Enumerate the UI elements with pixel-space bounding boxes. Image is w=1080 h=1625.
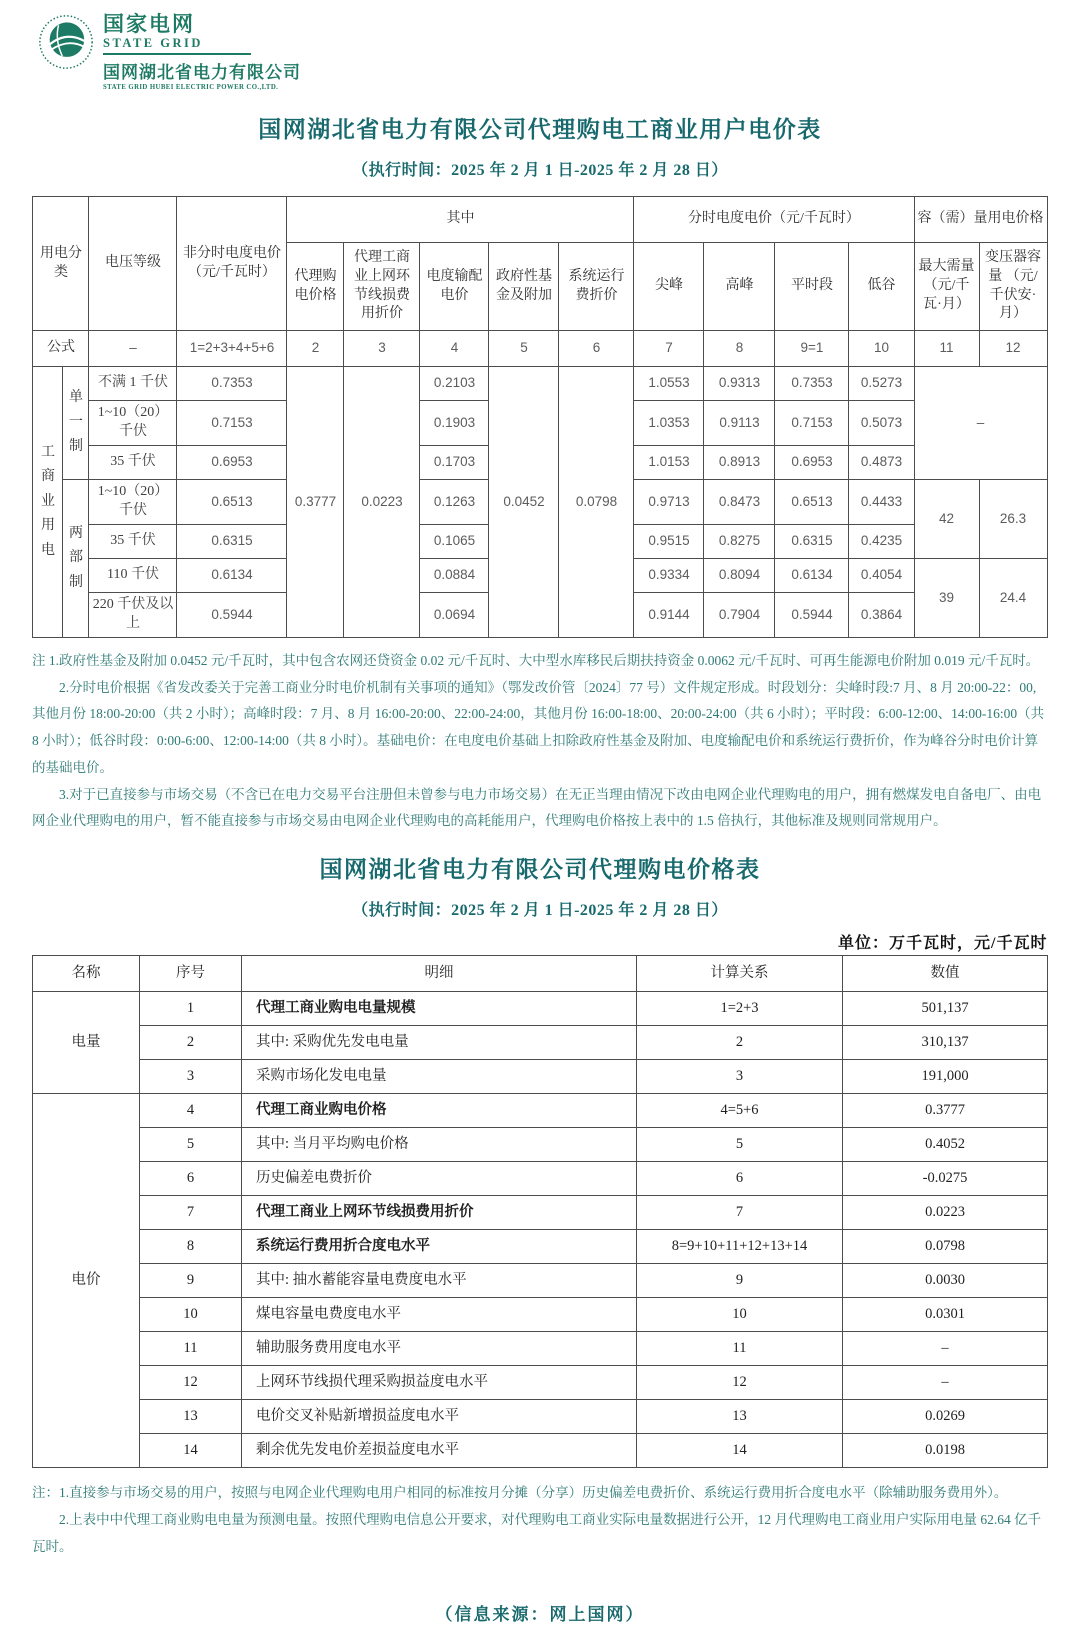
formula-c7: 7: [634, 331, 704, 367]
sharp-r1: 1.0353: [634, 401, 704, 446]
company-name-cn: 国网湖北省电力有限公司: [103, 63, 301, 83]
capacity-none: –: [914, 367, 1047, 480]
transmission-r3: 0.1263: [420, 480, 489, 525]
peak-r3: 0.8473: [704, 480, 775, 525]
t2-val-3: 0.3777: [843, 1094, 1048, 1128]
t2-detail-10: 辅助服务费用度电水平: [242, 1332, 637, 1366]
t2-detail-1: 其中: 采购优先发电电量: [242, 1026, 637, 1060]
peak-r2: 0.8913: [704, 446, 775, 480]
peak-r4: 0.8275: [704, 525, 775, 559]
formula-c12: 12: [979, 331, 1047, 367]
voltage-r5: 110 千伏: [89, 559, 177, 593]
t2-rel-8: 9: [637, 1264, 843, 1298]
t2-detail-2: 采购市场化发电电量: [242, 1060, 637, 1094]
t2-no-3: 4: [140, 1094, 242, 1128]
header-among: 其中: [287, 197, 634, 243]
formula-c11: 11: [914, 331, 979, 367]
header-loss-fee: 代理工商业上网环节线损费用折价: [344, 243, 420, 331]
sharp-r5: 0.9334: [634, 559, 704, 593]
t2-no-5: 6: [140, 1162, 242, 1196]
t2-val-2: 191,000: [843, 1060, 1048, 1094]
transmission-r2: 0.1703: [420, 446, 489, 480]
t2-rel-12: 13: [637, 1400, 843, 1434]
logo-text-block: [103, 14, 301, 91]
voltage-r4: 35 千伏: [89, 525, 177, 559]
t2-val-7: 0.0798: [843, 1230, 1048, 1264]
loss-fee-shared: 0.0223: [344, 367, 420, 638]
t2-rel-0: 1=2+3: [637, 992, 843, 1026]
formula-c8: 8: [704, 331, 775, 367]
flatp-r5: 0.6134: [775, 559, 849, 593]
transmission-r4: 0.1065: [420, 525, 489, 559]
valley-r3: 0.4433: [849, 480, 914, 525]
t2-detail-4: 其中: 当月平均购电价格: [242, 1128, 637, 1162]
commercial-user-price-table: [32, 196, 1047, 638]
t2-detail-9: 煤电容量电费度电水平: [242, 1298, 637, 1332]
valley-r2: 0.4873: [849, 446, 914, 480]
t2-no-2: 3: [140, 1060, 242, 1094]
agent-price-shared: 0.3777: [287, 367, 344, 638]
capacity-demand-a: 42: [914, 480, 979, 559]
t2-val-8: 0.0030: [843, 1264, 1048, 1298]
valley-r6: 0.3864: [849, 593, 914, 638]
t2-detail-7: 系统运行费用折合度电水平: [242, 1230, 637, 1264]
t2-val-13: 0.0198: [843, 1434, 1048, 1468]
voltage-r1: 1~10（20）千伏: [89, 401, 177, 446]
capacity-transformer-b: 24.4: [979, 559, 1047, 638]
brand-name-en: STATE GRID: [103, 36, 251, 55]
t2-rel-9: 10: [637, 1298, 843, 1332]
t2-no-1: 2: [140, 1026, 242, 1060]
formula-c9: 9=1: [775, 331, 849, 367]
t2-detail-11: 上网环节线损代理采购损益度电水平: [242, 1366, 637, 1400]
header-category: 用电分类: [33, 197, 89, 331]
header-valley: 低谷: [849, 243, 914, 331]
t2-val-5: -0.0275: [843, 1162, 1048, 1196]
table2-notes: [32, 1480, 1048, 1560]
t2-detail-3: 代理工商业购电价格: [242, 1094, 637, 1128]
table1-note-2: 2.分时电价根据《省发改委关于完善工商业分时电价机制有关事项的通知》（鄂发改价管〔2024〕77 号）文件规定形成。时段划分：尖峰时段:7 月、8 月 20:00-22：00, 其他月份 18:00-20:00（共 2 小时）；高峰时段：7 月、8 月 16:00-20:00、22:00-24:00，其他月份 16:00-18:00、20:00-24:00（共 6 小时）；平时段：6:00-12:00、14:00-16:00（共 8 小时）；低谷时段：0:00-6:00、12:00-14:00（共 8 小时）。基础电价：在电度电价基础上扣除政府性基金及附加、电度输配电价和系统运行费折价，作为峰谷分时电价计算的基础电价。: [32, 679, 1045, 775]
header-voltage: 电压等级: [89, 197, 177, 331]
flat-r6: 0.5944: [177, 593, 287, 638]
t2-val-10: –: [843, 1332, 1048, 1366]
valley-r5: 0.4054: [849, 559, 914, 593]
t2-no-9: 10: [140, 1298, 242, 1332]
table1-notes: [32, 648, 1048, 835]
unit-line: 单位：万千瓦时，元/千瓦时: [838, 935, 1048, 953]
info-source: （信息来源：网上国网）: [435, 1605, 645, 1625]
t2-val-11: –: [843, 1366, 1048, 1400]
t2-detail-13: 剩余优先发电价差损益度电水平: [242, 1434, 637, 1468]
table2-period: （执行时间：2025 年 2 月 1 日-2025 年 2 月 28 日）: [352, 902, 728, 920]
t2-no-0: 1: [140, 992, 242, 1026]
t2-detail-5: 历史偏差电费折价: [242, 1162, 637, 1196]
transmission-r5: 0.0884: [420, 559, 489, 593]
agent-purchase-price-table: [32, 955, 1048, 1468]
flat-r3: 0.6513: [177, 480, 287, 525]
t2-no-13: 14: [140, 1434, 242, 1468]
table2-note-1: 注：1.直接参与市场交易的用户，按照与电网企业代理购电用户相同的标准按月分摊（分享）历史偏差电费折价、系统运行费用折合度电水平（除辅助服务费用外）。: [32, 1485, 1008, 1501]
sharp-r0: 1.0553: [634, 367, 704, 401]
t2-val-4: 0.4052: [843, 1128, 1048, 1162]
state-grid-globe-icon: [38, 14, 94, 70]
header-flat-price: 非分时电度电价 （元/千瓦时）: [177, 197, 287, 331]
transmission-r1: 0.1903: [420, 401, 489, 446]
t2-val-12: 0.0269: [843, 1400, 1048, 1434]
voltage-r0: 不满 1 千伏: [89, 367, 177, 401]
t2-header-name: 名称: [33, 956, 140, 992]
table1-note-3: 3.对于已直接参与市场交易（不含已在电力交易平台注册但未曾参与电力市场交易）在无正当理由情况下改由电网企业代理购电的用户，拥有燃煤发电自备电厂、由电网企业代理购电的用户，暂不能直接参与市场交易由电网企业代理购电的高耗能用户，代理购电价格按上表中的 1.5 倍执行，其他标准及规则同常规用户。: [32, 786, 1042, 829]
formula-c4: 4: [420, 331, 489, 367]
formula-c5: 5: [489, 331, 559, 367]
brand-name-cn: 国家电网: [103, 13, 195, 36]
t2-rel-5: 6: [637, 1162, 843, 1196]
t2-val-6: 0.0223: [843, 1196, 1048, 1230]
table2-note-2: 2.上表中中代理工商业购电电量为预测电量。按照代理购电信息公开要求，对代理购电工商业实际电量数据进行公开，12 月代理购电工商业用户实际用电量 62.64 亿千瓦时。: [32, 1511, 1042, 1554]
flatp-r4: 0.6315: [775, 525, 849, 559]
peak-r1: 0.9113: [704, 401, 775, 446]
t2-rel-6: 7: [637, 1196, 843, 1230]
header-transformer: 变压器容量 （元/千伏安·月）: [979, 243, 1047, 331]
flatp-r0: 0.7353: [775, 367, 849, 401]
header-transmission: 电度输配电价: [420, 243, 489, 331]
t2-detail-12: 电价交叉补贴新增损益度电水平: [242, 1400, 637, 1434]
header-agent-price: 代理购电价格: [287, 243, 344, 331]
capacity-transformer-a: 26.3: [979, 480, 1047, 559]
table1-title: 国网湖北省电力有限公司代理购电工商业用户电价表: [258, 117, 822, 143]
gov-fund-shared: 0.0452: [489, 367, 559, 638]
header-peak: 高峰: [704, 243, 775, 331]
header-tou-group: 分时电度电价（元/千瓦时）: [634, 197, 914, 243]
group-price: 电价: [33, 1094, 140, 1468]
sharp-r2: 1.0153: [634, 446, 704, 480]
t2-rel-13: 14: [637, 1434, 843, 1468]
t2-rel-7: 8=9+10+11+12+13+14: [637, 1230, 843, 1264]
group-energy: 电量: [33, 992, 140, 1094]
header-sharp: 尖峰: [634, 243, 704, 331]
formula-voltage: –: [89, 331, 177, 367]
t2-val-0: 501,137: [843, 992, 1048, 1026]
formula-flat: 1=2+3+4+5+6: [177, 331, 287, 367]
t2-no-8: 9: [140, 1264, 242, 1298]
t2-rel-3: 4=5+6: [637, 1094, 843, 1128]
t2-detail-8: 其中: 抽水蓄能容量电费度电水平: [242, 1264, 637, 1298]
flatp-r3: 0.6513: [775, 480, 849, 525]
header-capacity-group: 容（需）量用电价格: [914, 197, 1047, 243]
category-commercial: 工商业用电: [33, 367, 63, 638]
t2-val-9: 0.0301: [843, 1298, 1048, 1332]
system-two-part: 两部制: [63, 480, 89, 638]
header-flat-period: 平时段: [775, 243, 849, 331]
state-grid-logo: [0, 0, 1080, 91]
t2-no-6: 7: [140, 1196, 242, 1230]
table2-title: 国网湖北省电力有限公司代理购电价格表: [319, 857, 761, 883]
t2-val-1: 310,137: [843, 1026, 1048, 1060]
voltage-r2: 35 千伏: [89, 446, 177, 480]
formula-c10: 10: [849, 331, 914, 367]
table1-period: （执行时间：2025 年 2 月 1 日-2025 年 2 月 28 日）: [352, 162, 728, 180]
valley-r1: 0.5073: [849, 401, 914, 446]
voltage-r3: 1~10（20）千伏: [89, 480, 177, 525]
t2-detail-6: 代理工商业上网环节线损费用折价: [242, 1196, 637, 1230]
system-single: 单一制: [63, 367, 89, 480]
t2-header-relation: 计算关系: [637, 956, 843, 992]
voltage-r6: 220 千伏及以上: [89, 593, 177, 638]
header-sys-fee: 系统运行费折价: [559, 243, 634, 331]
t2-header-value: 数值: [843, 956, 1048, 992]
valley-r0: 0.5273: [849, 367, 914, 401]
header-max-demand: 最大需量 （元/千瓦·月）: [914, 243, 979, 331]
formula-c3: 3: [344, 331, 420, 367]
valley-r4: 0.4235: [849, 525, 914, 559]
sharp-r3: 0.9713: [634, 480, 704, 525]
transmission-r6: 0.0694: [420, 593, 489, 638]
t2-header-detail: 明细: [242, 956, 637, 992]
flatp-r1: 0.7153: [775, 401, 849, 446]
t2-no-12: 13: [140, 1400, 242, 1434]
sharp-r4: 0.9515: [634, 525, 704, 559]
peak-r6: 0.7904: [704, 593, 775, 638]
peak-r5: 0.8094: [704, 559, 775, 593]
header-gov-fund: 政府性基金及附加: [489, 243, 559, 331]
flat-r1: 0.7153: [177, 401, 287, 446]
t2-no-7: 8: [140, 1230, 242, 1264]
sys-fee-shared: 0.0798: [559, 367, 634, 638]
flatp-r2: 0.6953: [775, 446, 849, 480]
t2-rel-1: 2: [637, 1026, 843, 1060]
t2-detail-0: 代理工商业购电电量规模: [242, 992, 637, 1026]
t2-rel-2: 3: [637, 1060, 843, 1094]
t2-no-4: 5: [140, 1128, 242, 1162]
capacity-demand-b: 39: [914, 559, 979, 638]
t2-rel-4: 5: [637, 1128, 843, 1162]
flat-r5: 0.6134: [177, 559, 287, 593]
formula-label: 公式: [33, 331, 89, 367]
formula-c6: 6: [559, 331, 634, 367]
t2-rel-10: 11: [637, 1332, 843, 1366]
transmission-r0: 0.2103: [420, 367, 489, 401]
peak-r0: 0.9313: [704, 367, 775, 401]
formula-c2: 2: [287, 331, 344, 367]
flat-r2: 0.6953: [177, 446, 287, 480]
t2-header-no: 序号: [140, 956, 242, 992]
sharp-r6: 0.9144: [634, 593, 704, 638]
company-name-en: STATE GRID HUBEI ELECTRIC POWER CO.,LTD.: [103, 84, 279, 92]
t2-no-11: 12: [140, 1366, 242, 1400]
flat-r4: 0.6315: [177, 525, 287, 559]
table1-note-1: 注 1.政府性基金及附加 0.0452 元/千瓦时，其中包含农网还贷资金 0.02 元/千瓦时、大中型水库移民后期扶持资金 0.0062 元/千瓦时、可再生能源电价附加 0.019 元/千瓦时。: [32, 653, 1040, 669]
flat-r0: 0.7353: [177, 367, 287, 401]
flatp-r6: 0.5944: [775, 593, 849, 638]
t2-no-10: 11: [140, 1332, 242, 1366]
t2-rel-11: 12: [637, 1366, 843, 1400]
